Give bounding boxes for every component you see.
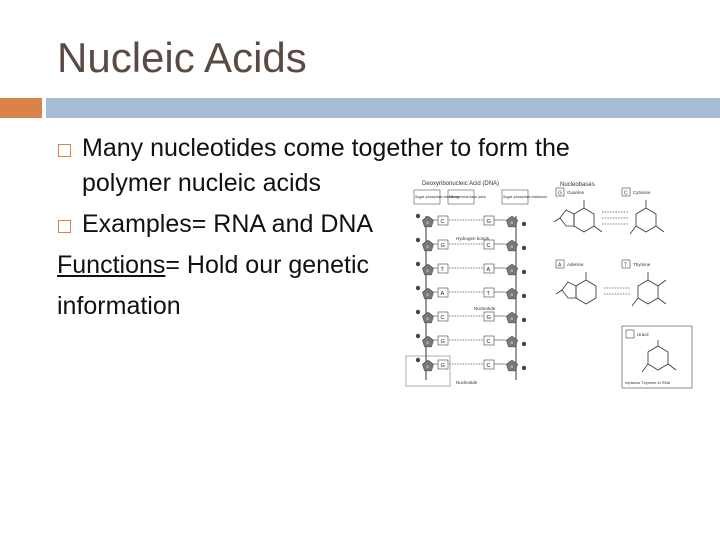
phosphate-dot [416,214,420,218]
bullet-square-icon [58,144,71,157]
phosphate-dot [416,286,420,290]
base-letter: G [440,243,445,249]
base-letter: T [486,291,490,297]
sugar-label: S [510,316,513,321]
base-letter: A [486,267,491,273]
base-letter: A [440,291,445,297]
sugar-label: S [426,316,429,321]
adenine-structure [556,272,596,304]
gc-hbonds [602,212,628,224]
bullet-2-text: Examples= RNA and DNA [82,210,374,238]
dna-diagram [404,176,696,390]
base-letter: G [486,219,491,225]
sugar-label: S [426,268,429,273]
phosphate-dot [416,334,420,338]
dna-nucleotide-figure [404,176,696,390]
sugar-label: S [510,364,513,369]
phosphate-dot [522,294,526,298]
sugar-label: S [510,268,513,273]
sugar-label: S [426,292,429,297]
adenine-label: Adenine [567,262,584,267]
guanine-key-letter: G [558,190,562,197]
base-letter: C [486,339,491,345]
phosphate-dot [416,358,420,362]
nucleotide-label-b: Nucleotide [456,380,478,385]
legend-mid: Nitrogenous base pairs [449,195,486,199]
bullet-square-icon [58,220,71,233]
sugar-label: S [426,340,429,345]
title-accent-bar [0,98,42,118]
sugar-label: S [426,364,429,369]
base-letter: C [486,243,491,249]
phosphate-dot [522,222,526,226]
nucleotide-label-a: Nucleotide [474,306,496,311]
base-letter: C [440,315,445,321]
dna-title: Deoxyribonucleic Acid (DNA) [422,181,500,187]
base-letter: G [440,363,445,369]
phosphate-dot [416,238,420,242]
cytosine-structure [630,200,664,234]
sugar-label: S [510,220,513,225]
cytosine-label: Cytosine [633,190,651,195]
guanine-label: Guanine [567,190,585,195]
phosphate-dot [522,270,526,274]
thymine-structure [632,272,666,306]
phosphate-dot [522,342,526,346]
adenine-key-letter: A [558,262,562,269]
bullet-1-line-2: polymer nucleic acids [82,169,321,197]
thymine-label: Thymine [633,262,651,267]
phosphate-dot [522,246,526,250]
functions-line-1 [57,251,369,280]
bullet-1-line-1: Many nucleotides come together to form the [82,134,570,162]
base-letter: G [440,339,445,345]
cytosine-key-letter: C [624,190,628,197]
phosphate-dot [522,318,526,322]
at-hbonds [604,288,630,294]
base-letter: C [486,363,491,369]
sugar-label: S [510,244,513,249]
sugar-label: S [426,220,429,225]
sugar-label: S [510,292,513,297]
uracil-key-box [626,330,634,338]
base-letter: T [440,267,444,273]
hydrogen-bonds-label: Hydrogen bonds [456,236,490,241]
phosphate-dot [522,366,526,370]
functions-label: Functions [57,251,166,279]
sugar-label: S [510,340,513,345]
sugar-label: S [426,244,429,249]
phosphate-dot [416,310,420,314]
thymine-key-letter: T [624,262,628,269]
title-divider-bar [46,98,720,118]
functions-line-2: information [57,292,181,320]
legend-right: Sugar-phosphate backbone [503,195,548,199]
base-letter: G [486,315,491,321]
phosphate-dot [416,262,420,266]
guanine-structure [554,200,602,232]
nucleobases-title: Nucleobases [560,182,595,188]
uracil-note: replaces Thymine in RNA [625,380,671,385]
uracil-label: Uracil [637,332,649,337]
legend-left: Sugar-phosphate backbone [415,195,460,199]
functions-rest: = Hold our genetic [165,251,369,279]
page-title: Nucleic Acids [57,34,307,81]
base-letter: C [440,219,445,225]
